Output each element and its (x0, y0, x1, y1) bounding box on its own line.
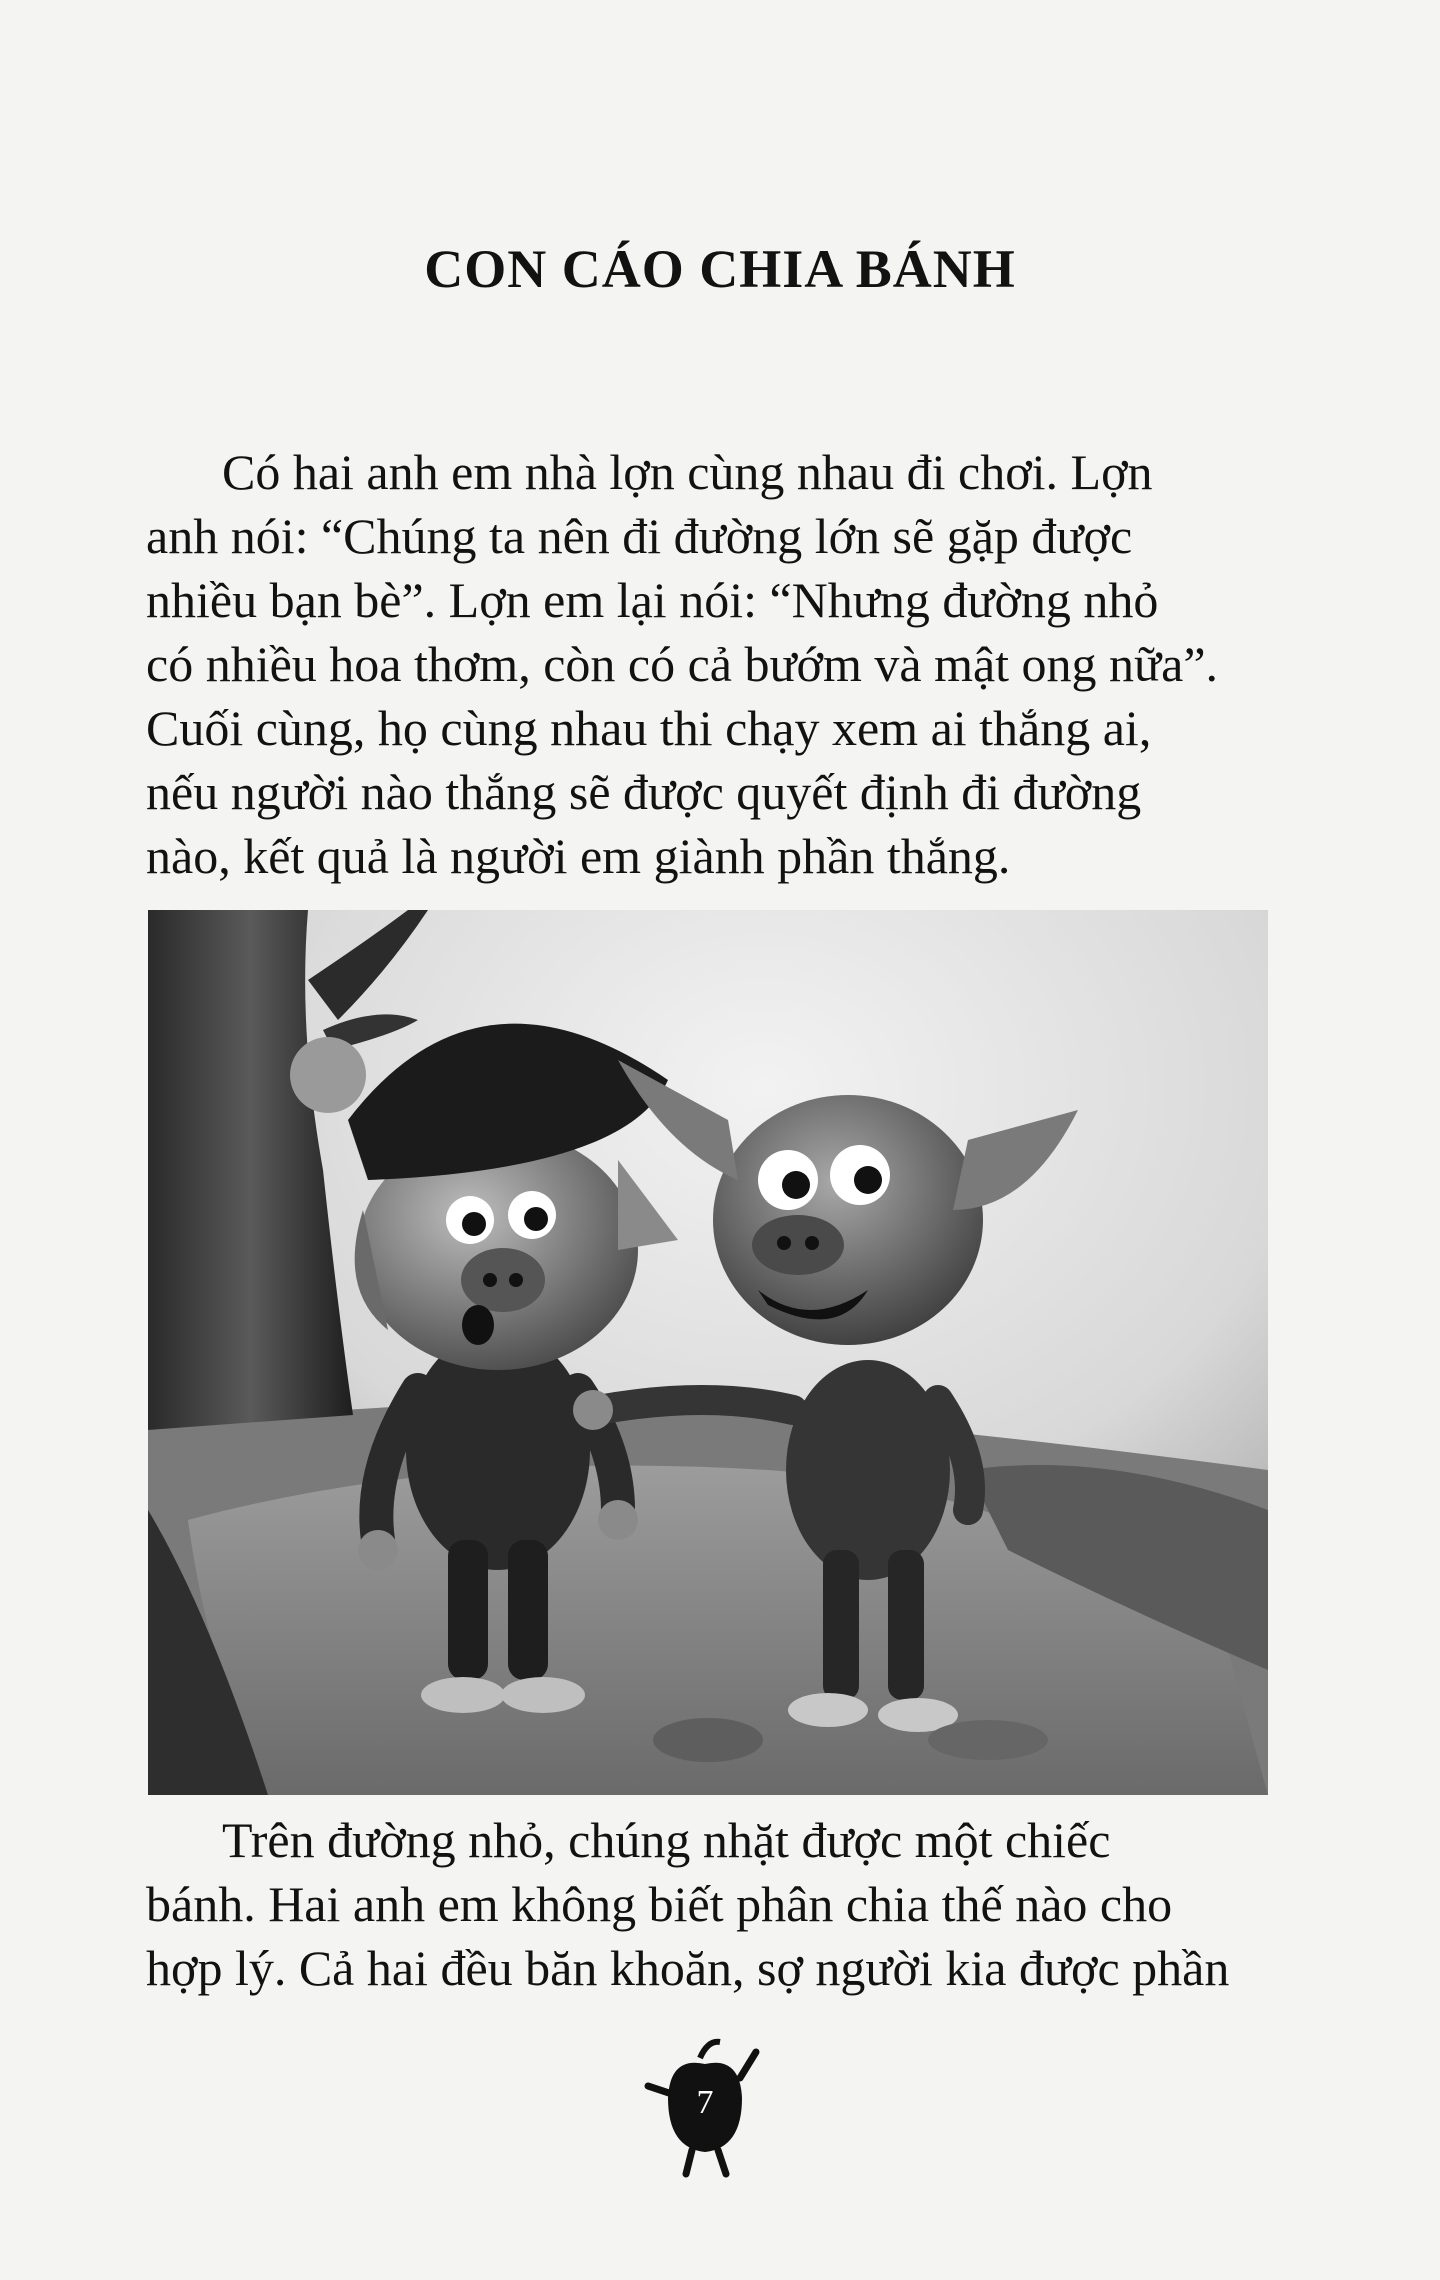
page-number: 7 (696, 2084, 714, 2121)
illustration-drawing (148, 910, 1268, 1795)
page-number-badge (630, 2028, 780, 2178)
paragraph-1 (146, 440, 1276, 888)
paragraph-line: nhiều bạn bè”. Lợn em lại nói: “Nhưng đường nhỏ (146, 572, 1159, 628)
story-title: CON CÁO CHIA BÁNH (424, 239, 1016, 299)
paragraph-line: Cuối cùng, họ cùng nhau thi chạy xem ai thắng ai, (146, 700, 1152, 756)
paragraph-line: có nhiều hoa thơm, còn có cả bướm và mật ong nữa”. (146, 636, 1219, 692)
two-pigs-illustration (148, 910, 1268, 1795)
paragraph-line: anh nói: “Chúng ta nên đi đường lớn sẽ gặp được (146, 508, 1133, 564)
stone (928, 1720, 1048, 1760)
paragraph-line: nếu người nào thắng sẽ được quyết định đi đường (146, 764, 1142, 820)
paragraph-line: bánh. Hai anh em không biết phân chia thế nào cho (146, 1876, 1173, 1932)
paragraph-line: nào, kết quả là người em giành phần thắng. (146, 828, 1011, 884)
paragraph-line: hợp lý. Cả hai đều băn khoăn, sợ người kia được phần (146, 1940, 1230, 1996)
paragraph-line: Trên đường nhỏ, chúng nhặt được một chiếc (222, 1812, 1111, 1868)
paragraph-2 (146, 1808, 1276, 2000)
paragraph-line: Có hai anh em nhà lợn cùng nhau đi chơi. Lợn (222, 444, 1153, 500)
stone (653, 1718, 763, 1762)
